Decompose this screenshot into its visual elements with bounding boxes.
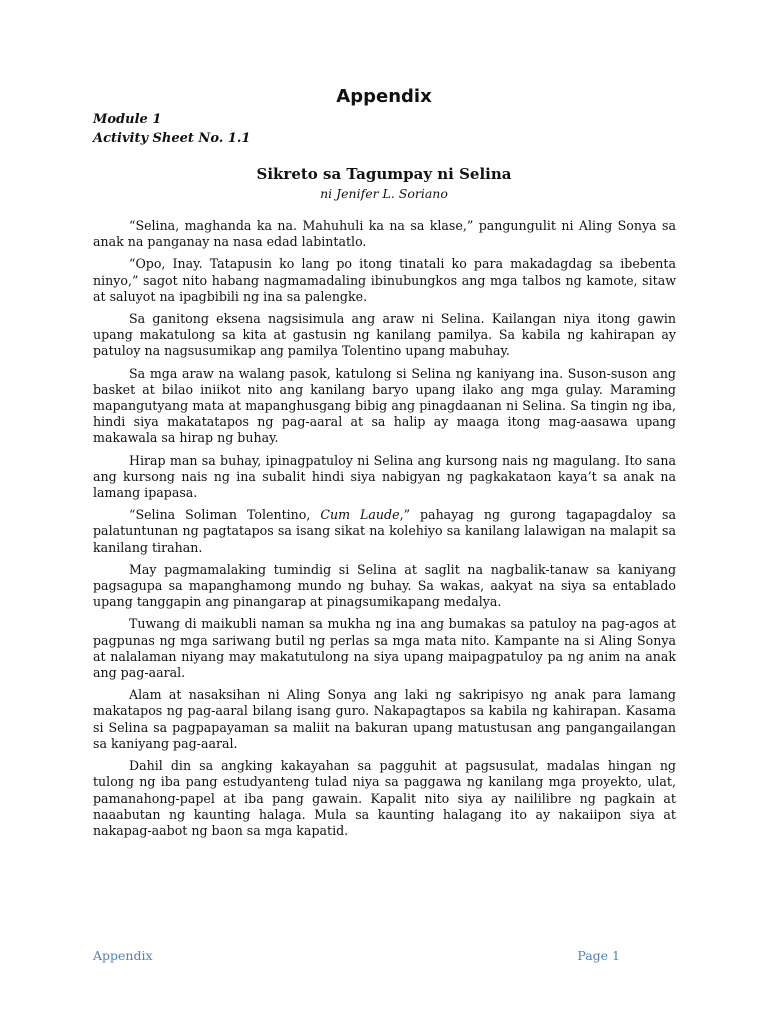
activity-sheet-label: Activity Sheet No. 1.1 <box>93 131 251 146</box>
paragraph: Hirap man sa buhay, ipinagpatuloy ni Selina ang kursong nais ng magulang. Ito sana ang kursong nais ng ina subalit hindi siya nabigyan ng pagkakataon kaya’t sa anak na lamang ipapasa. <box>93 452 676 501</box>
story-author: ni Jenifer L. Soriano <box>320 186 448 201</box>
paragraph: “Opo, Inay. Tatapusin ko lang po itong tinatali ko para makadagdag sa ibebenta ninyo,” sagot nito habang nagmamadaling ibinubungkos ang mga talbos ng kamote, sitaw at saluyot na ipagbibili ng ina sa palengke. <box>93 256 676 304</box>
module-label: Module 1 <box>93 112 162 127</box>
module-block <box>93 110 250 148</box>
footer-page-number: Page 1 <box>577 948 620 963</box>
paragraph: Sa mga araw na walang pasok, katulong si Selina ng kaniyang ina. Suson-suson ang basket at bilao iniikot nito ang kanilang baryo upang ilako ang mga gulay. Maraming mapangutyang mata at mapanghusgang bibig ang pinagdaanan ni Selina. Sa tingin ng iba, hindi siya makatatapos ng pag-aaral at sa halip ay maaga itong mag-aasawa upang makawala sa hirap ng buhay. <box>93 365 676 446</box>
story-title: Sikreto sa Tagumpay ni Selina <box>256 165 512 183</box>
story-body <box>93 218 676 845</box>
paragraph: “Selina, maghanda ka na. Mahuhuli ka na sa klase,” pangungulit ni Aling Sonya sa anak na panganay na nasa edad labintatlo. <box>93 218 676 250</box>
cum-laude-emphasis: Cum Laude <box>320 507 400 523</box>
page-title: Appendix <box>336 86 432 107</box>
paragraph-cum-laude: “Selina Soliman Tolentino, Cum Laude,” pahayag ng gurong tagapagdaloy sa palatuntunan ng pagtatapos sa isang sikat na kolehiyo sa kanilang lalawigan na malapit sa kanilang tirahan. <box>93 507 676 555</box>
paragraph: Dahil din sa angking kakayahan sa pagguhit at pagsusulat, madalas hingan ng tulong ng iba pang estudyanteng tulad niya sa paggawa ng kanilang mga proyekto, ulat, pamanahong-papel at iba pang gawain. Kapalit nito siya ay naililibre ng pagkain at naaabutan ng kaunting halaga. Mula sa kaunting halagang ito ay nakaiipon siya at nakapag-aabot ng baon sa mga kapatid. <box>93 758 676 838</box>
paragraph: Alam at nasaksihan ni Aling Sonya ang laki ng sakripisyo ng anak para lamang makatapos ng pag-aaral bilang isang guro. Nakapagtapos sa kabila ng kahirapan. Kasama si Selina sa pagpapayaman sa maliit na bakuran upang matustusan ang pangangailangan sa kaniyang pag-aaral. <box>93 687 676 751</box>
paragraph: Tuwang di maikubli naman sa mukha ng ina ang bumakas sa patuloy na pag-agos at pagpunas ng mga sariwang butil ng perlas sa mga mata nito. Kampante na si Aling Sonya at nalalaman niyang may makatutulong na siya upang maipagpatuloy pa ng anim na anak ang pag-aaral. <box>93 616 676 681</box>
paragraph: May pagmamalaking tumindig si Selina at saglit na nagbalik-tanaw sa kaniyang pagsagupa sa mapanghamong mundo ng buhay. Sa wakas, aakyat na siya sa entablado upang tanggapin ang pinangarap at pinagsumikapang medalya. <box>93 561 676 610</box>
footer-section-label: Appendix <box>93 948 153 963</box>
paragraph: Sa ganitong eksena nagsisimula ang araw ni Selina. Kailangan niya itong gawin upang makatulong sa kita at gastusin ng kanilang pamilya. Sa kabila ng kahirapan ay patuloy na nagsusumikap ang pamilya Tolentino upang mabuhay. <box>93 311 676 359</box>
